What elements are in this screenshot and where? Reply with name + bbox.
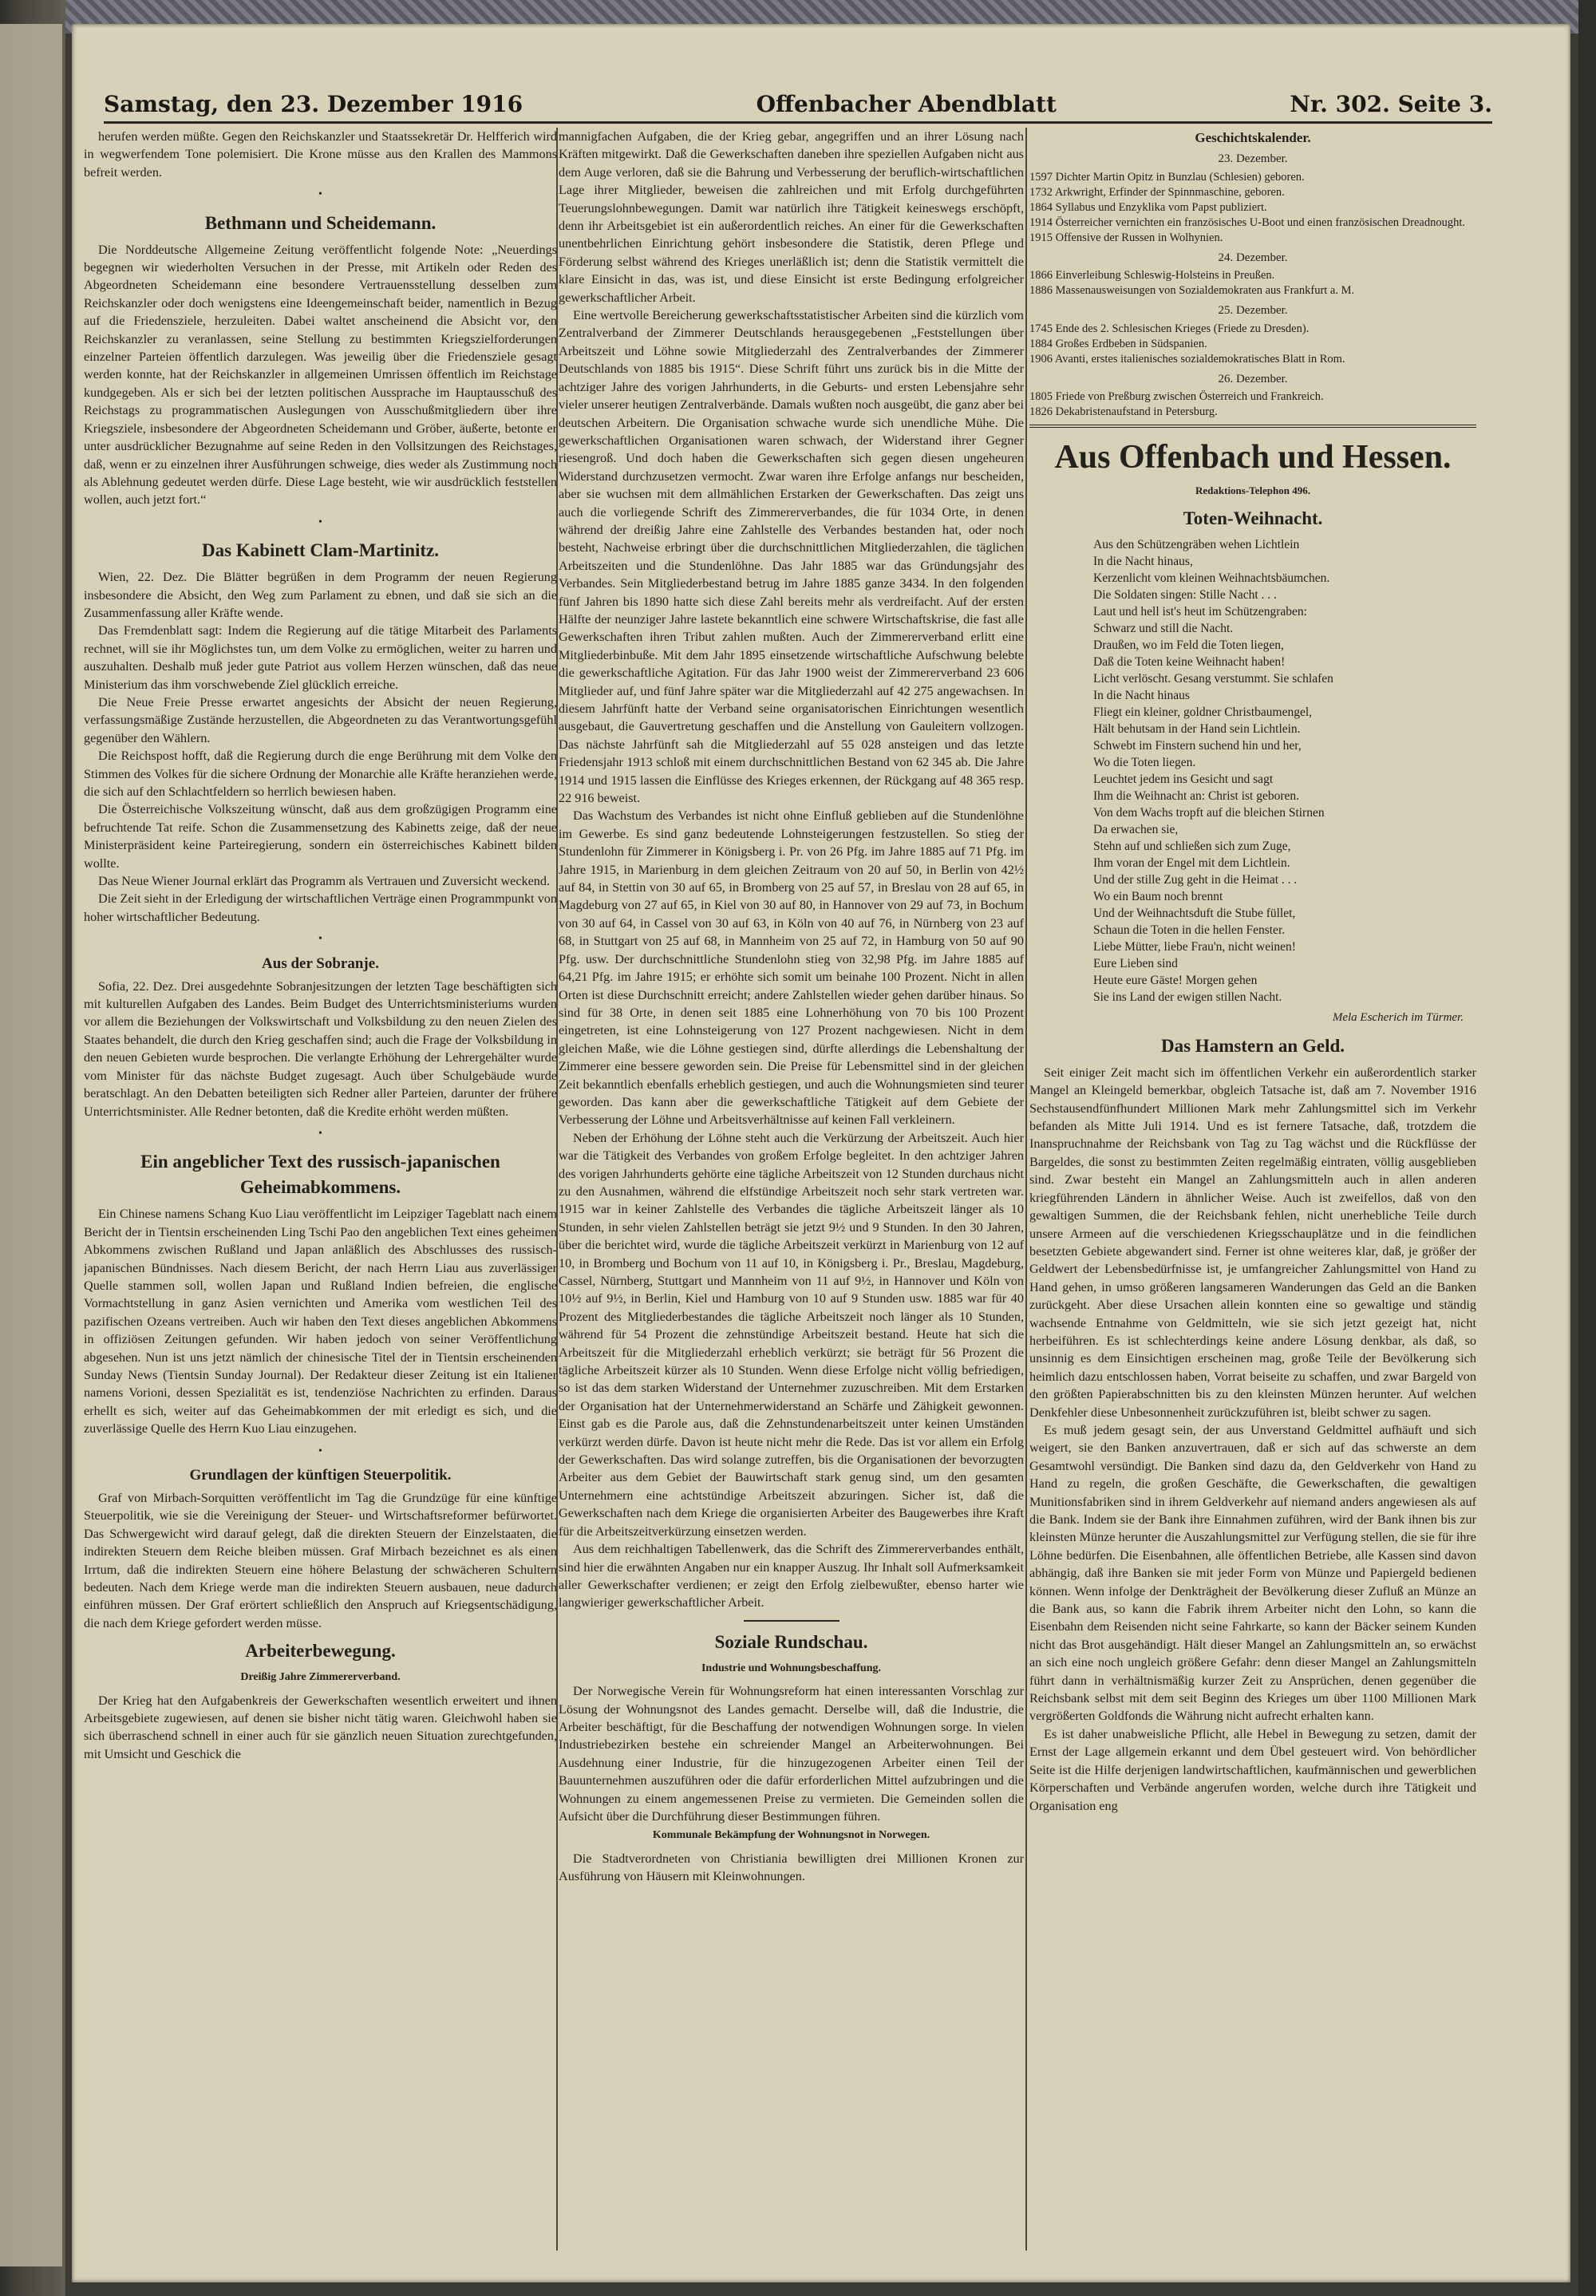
headline: Aus der Sobranje. xyxy=(262,954,379,972)
separator-dot: • xyxy=(318,933,322,946)
article-text: herufen werden müßte. Gegen den Reichskanzler und Staatssekretär Dr. Helfferich wird in wegwerfendem Tone polemisiert. Die Krone müsse aus den Krallen des Mammons befreit werden. xyxy=(84,129,557,180)
column-2 xyxy=(559,128,1024,2251)
poem-line: Eure Lieben sind xyxy=(1093,957,1178,971)
column-1 xyxy=(84,128,557,2251)
calendar-entry: 1826 Dekabristenaufstand in Petersburg. xyxy=(1029,405,1218,419)
poem-line: Laut und hell ist's heut im Schützengraben: xyxy=(1093,605,1307,619)
calendar-day xyxy=(1029,302,1476,366)
subheadline: Dreißig Jahre Zimmererverband. xyxy=(240,1671,401,1684)
headline: Bethmann und Scheidemann. xyxy=(204,212,437,233)
article-text: Die Zeit sieht in der Erledigung der wirtschaftlichen Verträge einen Programmpunkt von hoher wirtschaftlicher Bedeutung. xyxy=(84,891,557,924)
separator-dot: • xyxy=(318,188,322,201)
calendar-entry: 1914 Österreicher vernichten ein französisches U-Boot und einen französischen Dreadnought. xyxy=(1029,215,1465,229)
calendar-entry: 1745 Ende des 2. Schlesischen Krieges (Friede zu Dresden). xyxy=(1029,322,1310,335)
editorial-phone: Redaktions-Telephon 496. xyxy=(1195,484,1310,497)
poem-line: In die Nacht hinaus xyxy=(1093,689,1190,703)
headline: Das Kabinett Clam-Martinitz. xyxy=(201,540,440,561)
poem-line: Fliegt ein kleiner, goldner Christbaumengel, xyxy=(1093,705,1313,720)
article-text: Ein Chinese namens Schang Kuo Liau veröffentlicht im Leipziger Tageblatt nach einem Bericht der in Tientsin erscheinenden Ling Tschi Pao den angeblichen Text eines geheimen Abkommens zwischen Rußland und Japan anläßlich des Abschlusses des russisch-japanischen Bündnisses. Nach diesem Bericht, der nach Herrn Liau aus zuverlässiger Quelle stammen soll, wollen Japan und Rußland Indien befreien, die englische Vormachtstellung in ganz Asien vernichten und Amerika vom westlichen Teil des pazifischen Ozeans vertreiben. Auch wir haben den Text dieses angeblichen Abkommens in offiziösen Zeitungen gefunden. Wir haben jedoch von seiner Veröffentlichung abgesehen. Nun ist uns jetzt nämlich der chinesische Titel der in Tientsin erscheinenden Sunday News (Tientsin Sunday Journal). Der Redakteur dieser Zeitung ist ein Italiener namens Vorioni, dessen Spezialität es ist, tendenziöse Nachrichten zu erfinden. Daraus erhellt es sich, weiter auf das Geheimabkommen der mit erledigt es sich, und die zuverlässige Quelle des Herrn Kuo Liau einzugehen. xyxy=(84,1207,557,1436)
poem-line: Stehn auf und schließen sich zum Zuge, xyxy=(1093,840,1291,854)
calendar-date: 25. Dezember. xyxy=(1218,304,1288,318)
issue-date: Samstag, den 23. Dezember 1916 xyxy=(104,90,523,117)
poem-line: Daß die Toten keine Weihnacht haben! xyxy=(1093,655,1286,670)
calendar-entry: 1906 Avanti, erstes italienisches sozialdemokratisches Blatt in Rom. xyxy=(1029,352,1345,366)
separator-dot: • xyxy=(318,516,322,528)
section-title: Aus Offenbach und Hessen. xyxy=(1029,425,1476,480)
article-text: Das Wachstum des Verbandes ist nicht ohne Einfluß geblieben auf die Stundenlöhne im Gewerbe. Es sind ganz bedeutende Lohnsteigerungen festzustellen. So stieg der Stundenlohn für Zimmerer in Königsberg i. Pr. von 26 Pfg. im Jahre 1885 auf 71 Pfg. im Jahre 1915, in Marienburg in dem gleichen Zeitraum von 20 auf 50, in Berlin von 42½ auf 84, in Stettin von 30 auf 65, in Bromberg von 25 auf 57, in Breslau von 28 auf 65, in Magdeburg von 27 auf 65, in Kiel von 30 auf 80, in Hannover von 29 auf 73, in Bochum von 30 auf 64, in Cassel von 30 auf 63, in Köln von 40 auf 76, in Nürnberg von 23 auf 68, in Stuttgart von 25 auf 68, in Mannheim von 25 auf 72, in Hamburg von 50 auf 90 Pfg. usw. Der durchschnittliche Stundenlohn stieg von 32,98 Pfg. im Jahre 1885 auf 64,21 Pfg. im Jahre 1915; er erhöhte sich somit um beinahe 100 Prozent. Nicht in allen Orten ist diese Durchschnitt erreicht; andere Zahlstellen wieder gehen darüber hinaus. So sind für 38 Orte, in denen seit 1885 eine Lohnerhöhung von 70 bis 100 Prozent eingetreten, ist eine Lohnsteigerung von 127 Prozent nachgewiesen. Nicht in dem gleichen Maße, wie die Löhne gestiegen sind, dürfte allerdings die Lebenshaltung der Zimmerer eine bessere geworden sein. Die Preise für Lebensmittel sind in der gleichen Zeit bekanntlich ebenfalls erheblich gestiegen, und auch die Wohnungsmieten sind teurer geworden. Das kann aber die gewerkschaftliche Tätigkeit auf dem Gebiete der Verbesserung der Löhne und Arbeitsverhältnisse auf keinen Fall verkleinern. xyxy=(559,808,1024,1128)
calendar-date: 26. Dezember. xyxy=(1218,372,1288,385)
calendar-date: 23. Dezember. xyxy=(1218,152,1288,166)
previous-page-edge xyxy=(0,24,62,2266)
poem-line: Ihm voran der Engel mit dem Lichtlein. xyxy=(1093,856,1290,871)
calendar-entry: 1886 Massenausweisungen von Sozialdemokraten aus Frankfurt a. M. xyxy=(1029,284,1355,298)
poem-line: Draußen, wo im Feld die Toten liegen, xyxy=(1093,638,1284,653)
separator-dot: • xyxy=(318,1127,322,1140)
article-text: Sofia, 22. Dez. Drei ausgedehnte Sobranjesitzungen der letzten Tage beschäftigten sich mit kulturellen Aufgaben des Landes. Beim Budget des Unterrichtsministeriums wurden vor allem die Beziehungen der Volkswirtschaft und Volksbildung zu den neuen Zielen des Staates behandelt, die durch den Krieg geschaffen sind; auch die Frage der Volksbildung in den neuen Gebieten wurde besprochen. Die verlangte Erhöhung der Lehrergehälter wurde vom Minister für das nächste Budget zugesagt. Auch über Schulgebäude wurde beratschlagt. An den Debatten beteiligten sich Redner aller Parteien, darunter der frühere Unterrichtsminister. Alle Redner betonten, daß die Kredite erhöht werden müßten. xyxy=(84,978,557,1119)
poem-line: Sie ins Land der ewigen stillen Nacht. xyxy=(1093,990,1282,1005)
article-text: Wien, 22. Dez. Die Blätter begrüßen in dem Programm der neuen Regierung insbesondere die Absicht, den Weg zum Parlament zu ebnen, und daß sie sich an die Zusammenfassung aller Kräfte wende. xyxy=(84,570,557,620)
article-text: Das Fremdenblatt sagt: Indem die Regierung auf die tätige Mitarbeit des Parlaments rechnet, will sie ihr Möglichstes tun, um dem Volke zu ermöglichen, weiter zu harren und auszuhalten. Deshalb muß jeder gute Patriot aus vollem Herzen wünschen, daß das neue Ministerium das ihm vorschwebende Ziel glücklich erreiche. xyxy=(84,623,557,692)
poem-author: Mela Escherich im Türmer. xyxy=(1332,1011,1464,1025)
article-text: Neben der Erhöhung der Löhne steht auch die Verkürzung der Arbeitszeit. Auch hier war die Tätigkeit des Verbandes von großem Erfolge begleitet. In den achtziger Jahren des vorigen Jahrhunderts gehörte eine tägliche Arbeitszeit von 12 Stunden durchaus nicht zu den Ausnahmen, während die elfstündige Arbeitszeit noch sehr stark vertreten war. 1915 war in keiner Zahlstelle des Verbandes die tägliche Arbeitszeit länger als 10 Stunden, in sehr vielen Zahlstellen beträgt sie jetzt 9½ und 9 Stunden. In den 30 Jahren, über die berichtet wird, wurde die tägliche Arbeitszeit verkürzt in Marienburg von 12 auf 10, in Bromberg und Bochum von 11 auf 10, in Königsberg i. Pr., Breslau, Magdeburg, Cassel, Nürnberg, Stuttgart und Mannheim von 11 auf 9½, in Hannover und Köln von 10½ auf 9½, in Berlin, Kiel und Hamburg von 10 auf 9 Stunden usw. 1885 war für 40 Prozent des Mitgliederbestandes die tägliche Arbeitszeit noch länger als 10 Stunden, während für 54 Prozent die zehnstündige Arbeitszeit bestand. Heute hat sich die Arbeitszeit für die Mitgliederzahl erheblich verkürzt; sie beträgt für 56 Prozent die tägliche Arbeitszeit kürzer als 10 Stunden. Wenn diese Erfolge nicht völlig befriedigen, so ist das dem starken Widerstand der Unternehmer zuzuschreiben. Mit dem Erstarken der Organisation hat der Unternehmerwiderstand an Schärfe und Zähigkeit gewonnen. Einst gab es die Parole aus, daß die Zehnstundenarbeitszeit unter keinen Umständen verkürzt werden dürfe. Davon ist heute nicht mehr die Rede. Das ist vor allem ein Erfolg der Gewerkschaften. Das wird solange zutreffen, bis die Organisationen der bevorzugten Arbeiter aus dem Gebiet der Bauwirtschaft stark genug sind, um den gesamten Unternehmern eine achtstündige Arbeitszeit abzuringen. Sicher ist, daß die Gewerkschaften nach dem Kriege die organisierten Arbeiter des Baugewerbes ihre Kraft für die Arbeitszeitverkürzung einsetzen werden. xyxy=(559,1130,1024,1539)
masthead xyxy=(104,86,1492,124)
poem-line: Schwebt im Finstern suchend hin und her, xyxy=(1093,739,1302,753)
article-text: Graf von Mirbach-Sorquitten veröffentlicht im Tag die Grundzüge für eine künftige Steuerpolitik, wie sie die Vereinigung der Steuer- und Wirtschaftsreformer befürwortet. Das Schwergewicht wird darauf gelegt, daß die direkten Steuern der Einzelstaaten, die indirekten Steuern dem Reiche bleiben müssen. Graf Mirbach bezeichnet es als einen Irrtum, daß die indirekten Steuern eine höhere Belastung der schwächeren Schultern bedeuten. Nach dem Kriege werde man die indirekten Steuern ausbauen, neue dadurch einführen müssen. Der Graf erörtert schließlich den Anspruch auf Kriegsentschädigung, die nach dem Kriege gefordert werden müsse. xyxy=(84,1491,557,1630)
article-text: Die Neue Freie Presse erwartet angesichts der Absicht der neuen Regierung, verfassungsmäßige Zustände herzustellen, die Abgeordneten zu das Verantwortungsgefühl gegenüber den Wählern. xyxy=(84,694,557,745)
calendar-entry: 1915 Offensive der Russen in Wolhynien. xyxy=(1029,231,1223,244)
article-text: Aus dem reichhaltigen Tabellenwerk, das die Schrift des Zimmererverbandes enthält, sind hier die erwähnten Angaben nur ein knapper Auszug. Ihr Inhalt soll Aufmerksamkeit aller Gewerkschafter verdienen; er zeigt den Erfolg zielbewußter, ebenso harter wie langwieriger gewerkschaftlicher Arbeit. xyxy=(559,1542,1024,1610)
headline: Ein angeblicher Text des russisch-japanischen Geheimabkommens. xyxy=(140,1152,500,1198)
article-text: Die Stadtverordneten von Christiania bewilligten drei Millionen Kronen zur Ausführung von Häusern mit Kleinwohnungen. xyxy=(559,1851,1024,1884)
poem-line: Wo die Toten liegen. xyxy=(1093,756,1196,770)
separator-line xyxy=(744,1620,839,1622)
calendar-entry: 1866 Einverleibung Schleswig-Holsteins in Preußen. xyxy=(1029,269,1275,283)
headline: Arbeiterbewegung. xyxy=(245,1641,396,1662)
calendar-title: Geschichtskalender. xyxy=(1195,130,1311,145)
poem-line: Liebe Mütter, liebe Frau'n, nicht weinen! xyxy=(1093,940,1296,954)
issue-number: Nr. 302. Seite 3. xyxy=(1290,90,1492,117)
poem-line: In die Nacht hinaus, xyxy=(1093,555,1193,569)
calendar-day xyxy=(1029,150,1476,245)
poem-line: Da erwachen sie, xyxy=(1093,823,1179,837)
column-3 xyxy=(1029,128,1476,2251)
article-text: Seit einiger Zeit macht sich im öffentlichen Verkehr ein außerordentlich starker Mangel an Kleingeld bemerkbar, obgleich Tatsache ist, daß am 7. November 1916 Sechstausendfünfhundert Millionen Mark mehr Zahlungsmittel sich im Verkehr befanden als Mitte Juli 1914. Und es ist fernere Tatsache, daß, trotzdem die Inanspruchnahme der Reichsbank von Tag zu Tag wächst und die Rückflüsse der Bargeldes, die sonst zu bestimmten Zeiten regelmäßig eintraten, völlig ausgeblieben sind. Zwar besteht ein Mangel an Zahlungsmitteln auch in allen anderen kriegführenden Ländern in ähnlicher Weise. Auch ist zweifellos, daß von den gewaltigen Summen, die der Reichsbank fehlen, nicht unerhebliche Teile durch unsere Armeen auf die verschiedenen Kriegsschauplätze und in die feindlichen besetzten Gebiete abgewandert sind. Ferner ist ohne weiteres klar, daß, je größer der Geldwert der Lebensbedürfnisse ist, je umfangreicher Zahlungsmittel von Hand zu Hand gehen, in umso größeren langsameren Wanderungen das Geld an die Banken zurückgeht. Aber diese Ursachen allein konnten eine so gewaltige und ständig wachsende Entnahme von Geldmitteln, wie sie sich jetzt gezeigt hat, nicht herbeiführen. Es ist schlechterdings keine andere Lösung denkbar, als daß, so unsinnig es dem Einsichtigen erscheinen mag, große Teile der Bevölkerung sich heimlich dazu entschlossen haben, Vorrat beiseite zu schaffen, und zwar Bargeld von den größten Papierabschnitten bis zu den kleinsten Münzen herunter. Auf welchen Denkfehler diese Unbesonnenheit zurückzuführen ist, bleibt schwer zu sagen. xyxy=(1029,1065,1476,1420)
calendar-entry: 1884 Großes Erdbeben in Südspanien. xyxy=(1029,337,1207,350)
article-text: Die Norddeutsche Allgemeine Zeitung veröffentlicht folgende Note: „Neuerdings begegnen wir wiederholten Versuchen in der Presse, mit Artikeln oder Reden des Abgeordneten Scheidemann eine besondere Vertrauensstellung desselben zum Reichskanzler oder doch wenigstens eine Ideengemeinschaft beider, namentlich in Bezug auf die Friedensziele, herzuleiten. Dabei waltet anscheinend die Absicht vor, den Reichskanzler zu veranlassen, seine Stellung zu bestimmten Kriegszielforderungen einzelner Parteien öffentlich darzulegen. Was jeweilig über die Friedensziele gesagt werden konnte, hat der Reichskanzler in allgemeinen Umrissen öffentlich im Reichstage kundgegeben. Als er sich bei der letzten politischen Aussprache im Hauptausschuß des Reichstags zu programmatischen Auslegungen von Ausschußmitgliedern über ihre Kriegsziele, insbesondere der Abgeordneten Scheidemann und Gröber, äußerte, betonte er unter ausdrücklicher Bezugnahme auf seine Reden in den Vollsitzungen des Reichstages, daß, wenn er zu einzelnen ihrer Ausführungen schweige, dies weder als Zustimmung noch als Ablehnung gedeutet werden dürfe. Diese Lage besteht, wie wir ausdrücklich feststellen wollen, auch jetzt fort.“ xyxy=(84,242,557,508)
poem-line: Schaun die Toten in die hellen Fenster. xyxy=(1093,923,1286,938)
article-text: mannigfachen Aufgaben, die der Krieg gebar, angegriffen und an ihrer Lösung nach Kräften mitgewirkt. Daß die Gewerkschaften daneben ihre speziellen Aufgaben nicht aus dem Auge verloren, daß sie die Bahrung und Verbesserung der beruflich-wirtschaftlichen Lage ihrer Mitglieder, beweisen die zahlreichen und mit Erfolg durchgeführten Teuerungslohnbewegungen. Damit war natürlich ihre Tätigkeit keineswegs erschöpft, denn ihr Arbeitsgebiet ist ein außerordentlich reiches. An einer für die Gewerkschaften unentbehrlichen Einrichtung gehört insbesondere die Statistik, deren Pflege und Förderung selbst während des Krieges unerläßlich ist; denn die Statistik vermittelt die klare Einsicht in das, was ist, und diese Einsicht ist erste Bedingung erfolgreicher gewerkschaftlicher Arbeit. xyxy=(559,129,1024,305)
poem-line: Und der stille Zug geht in die Heimat . . . xyxy=(1093,873,1298,887)
poem xyxy=(1029,536,1476,1006)
separator-dot: • xyxy=(318,1444,322,1457)
article-text: Die Österreichische Volkszeitung wünscht, daß aus dem großzügigen Programm eine befruchtende Tat reife. Schon die Zusammensetzung des Kabinetts zeige, daß der neue Ministerpräsident keine Parteiregierung, sondern ein österreichisches Kabinett bilden wollte. xyxy=(84,802,557,871)
headline: Grundlagen der künftigen Steuerpolitik. xyxy=(189,1467,452,1484)
poem-line: Schwarz und still die Nacht. xyxy=(1093,622,1234,636)
poem-line: Kerzenlicht vom kleinen Weihnachtsbäumchen. xyxy=(1093,571,1330,586)
article-text: Das Neue Wiener Journal erklärt das Programm als Vertrauen und Zuversicht weckend. xyxy=(98,874,551,889)
calendar-date: 24. Dezember. xyxy=(1218,251,1288,264)
poem-line: Licht verlöscht. Gesang verstummt. Sie schlafen xyxy=(1093,672,1333,686)
paper-title: Offenbacher Abendblatt xyxy=(756,90,1057,117)
poem-line: Aus den Schützengräben wehen Lichtlein xyxy=(1093,538,1300,552)
headline: Das Hamstern an Geld. xyxy=(1161,1035,1345,1056)
article-text: Es muß jedem gesagt sein, der aus Unverstand Geldmittel aufhäuft und sich weigert, sie den Banken anzuvertrauen, daß er sich auf das schwerste an dem Gesamtwohl versündigt. Die Banken sind dazu da, den Geldverkehr von Hand zu Hand zu regeln, die großen Geschäfte, die Gewerkschaften, die gewaltigen Munitionsfabriken sind in ihrem Geldverkehr auf niemand anders angewiesen als auf die Bank. Indem sie der Bank ihre Einnahmen zuführen, wird der Bank ihnen bis zur kleinsten Münze herunter die Auszahlungsmittel zur Verfügung stellen, die sie für ihre Löhne bedürfen. Die Eisenbahnen, alle öffentlichen Betriebe, alle Kassen sind davon abhängig, daß ihre Banken sie mit jeder Form von Münze und Papiergeld bedienen können. Wenn infolge der Denkträgheit der Bevölkerung dieser Zufluß an Münze an die Bank aus, so kann die Fabrik ihrem Arbeiter nicht den Lohn, so kann die Eisenbahn dem Reisenden nicht seine Fahrkarte, so kann der Bäcker seinem Kunden nicht das Brot ausgehändigt. Hält dieser Mangel an Zahlungsmitteln an, so erwächst an sich eine noch ungleich größere Gefahr: denn dieser Mangel an Zahlungsmitteln führt dann in verhältnismäßig kurzer Zeit zu Ansprüchen, denen gegenüber die Reichsbank selbst mit dem seit Beginn des Krieges um über 1100 Millionen Mark vergrößerten Goldfonds die Währung nicht aufrecht erhalten kann. xyxy=(1029,1422,1476,1724)
article-text: Der Krieg hat den Aufgabenkreis der Gewerkschaften wesentlich erweitert und ihnen Arbeitsgebiete zugewiesen, auf denen sie bisher nicht tätig waren. Gleichwohl haben sie sich überraschend schnell in einer auch für sie gänzlich neuen Situation zurechtgefunden, mit Umsicht und Geschick die xyxy=(84,1693,557,1761)
headline: Soziale Rundschau. xyxy=(714,1631,868,1652)
column-rule xyxy=(1025,128,1027,2251)
article-text: Es ist daher unabweisliche Pflicht, alle Hebel in Bewegung zu setzen, damit der Ernst der Lage allgemein erkannt und dem Übel gesteuert wird. Von behördlicher Seite ist die Hilfe derjenigen landwirtschaftlichen, kaufmännischen und gewerblichen Körperschaften und Verbände angerufen worden, welche durch ihre Tätigkeit und Organisation eng xyxy=(1029,1726,1476,1813)
calendar-entry: 1732 Arkwright, Erfinder der Spinnmaschine, geboren. xyxy=(1029,185,1285,199)
article-text: Eine wertvolle Bereicherung gewerkschaftsstatistischer Arbeiten sind die kürzlich vom Zentralverband der Zimmerer Deutschlands herausgegebenen „Feststellungen über Arbeitszeit und Löhne sowie Mitgliederzahl des Zentralverbandes der Zimmerer Deutschlands von 1885 bis 1915“. Diese Schrift führt uns zurück bis in die Mitte der achtziger Jahre des vorigen Jahrhunderts, in die Geburts- und ersten Lebensjahre sehr vieler unserer heutigen Zentralverbände. Damals wußten noch ausgeübt, die ganz aber bei deutschen Arbeitern. Die Organisation schwache wurde sich unendliche Mühe. Die gewerkschaftlichen Organisationen waren schwach, der Widerstand ihrer Gegner riesengroß. Und doch haben die Gewerkschaften sich gegen diesen ungeheuren Widerstand durchzusetzen vermocht. Zwar waren ihre Erfolge anfangs nur bescheiden, aber sie wuchsen mit dem allmählichen Erstarken der Gewerkschaften. Das zeigt uns auch die vorliegende Schrift des Zimmererverbandes, die für 1034 Orte, in denen während der dreißig Jahre eine Zahlstelle des Verbandes bestanden hat, oder noch besteht, Nachweise erbringt über die durchschnittlichen Mitgliederzahlen, die täglichen Arbeitszeiten und die Stundenlöhne. Das Jahr 1885 war das Gründungsjahr des Verbandes. Sein Mitgliederbestand betrug im Jahre 1885 ganze 3434. In den folgenden fünf Jahren bis 1890 hatte sich diese Zahl bereits mehr als verdreifacht. Auf der ersten Hälfte der neunziger Jahre lastete bekanntlich eine schwere Wirtschaftskrise, die fast alle Gewerkschaften ihren Tribut zahlen mußten. Auch der Zimmererverband erlitt eine Mitgliederbinbuße. Mit dem Jahr 1895 einsetzende wirtschaftliche Aufschwung belebte die gewerkschaftliche Agitation. Für das Jahr 1900 weist der Zimmererverband 23 606 Mitglieder auf, und fünf Jahre später war die Mitgliederzahl auf 42 275 angewachsen. In diesem Jahrfünft hatte der Verband seine organisatorischen Einrichtungen wesentlich ausgebaut, die Gauvertretung geschaffen und die Anstellung von Gauleitern vollzogen. Das nächste Jahrfünft sah die Mitgliederzahl auf 55 028 ansteigen und das letzte Friedensjahr 1913 schloß mit einem durchschnittlichen Bestand von 62 345 ab. Die Jahre 1914 und 1915 lassen die Einflüsse des Krieges erkennen, der Rückgang auf 48 365 resp. 22 916 beweist. xyxy=(559,308,1024,806)
calendar-entry: 1805 Friede von Preßburg zwischen Österreich und Frankreich. xyxy=(1029,390,1324,404)
calendar-entry: 1864 Syllabus und Enzyklika vom Papst publiziert. xyxy=(1029,200,1267,214)
subheadline: Industrie und Wohnungsbeschaffung. xyxy=(701,1662,881,1674)
poem-line: Die Soldaten singen: Stille Nacht . . . xyxy=(1093,588,1277,603)
poem-line: Von dem Wachs tropft auf die bleichen Stirnen xyxy=(1093,806,1325,820)
poem-title: Toten-Weihnacht. xyxy=(1183,508,1323,529)
poem-line: Und der Weihnachtsduft die Stube füllet, xyxy=(1093,907,1296,921)
article-text: Die Reichspost hofft, daß die Regierung durch die enge Berührung mit dem Volke den Stimmen des Volkes für die sichere Ordnung der Monarchie alle Kräfte heranziehen werde, die sich auf den Schlachtfeldern so herrlich bewiesen haben. xyxy=(84,749,557,799)
poem-line: Heute eure Gäste! Morgen gehen xyxy=(1093,974,1258,988)
article-text: Der Norwegische Verein für Wohnungsreform hat einen interessanten Vorschlag zur Lösung der Wohnungsnot des Landes gemacht. Derselbe will, daß die Industrie, die Arbeiter beschäftigt, für die Beschaffung der notwendigen Wohnungen sorge. In vielen Industriebezirken bestehe ein schreiender Mangel an Arbeiterwohnungen. Bei Ausdehnung einer Industrie, für die hinzugezogenen Arbeiter einen Teil der Bauunternehmen auszuführen oder die dafür erforderlichen Mittel aufzubringen und die Wohnungen zu einem angemessenen Preise zu vermieten. Die Gemeinden sollen die Aufsicht über die Durchführung dieser Bestimmungen führen. xyxy=(559,1684,1024,1824)
subheadline: Kommunale Bekämpfung der Wohnungsnot in Norwegen. xyxy=(652,1829,930,1842)
calendar-entry: 1597 Dichter Martin Opitz in Bunzlau (Schlesien) geboren. xyxy=(1029,170,1305,184)
calendar-day xyxy=(1029,249,1476,298)
right-edge xyxy=(1578,0,1596,2296)
poem-line: Ihm die Weihnacht an: Christ ist geboren. xyxy=(1093,789,1300,804)
poem-line: Hält behutsam in der Hand sein Lichtlein. xyxy=(1093,722,1301,737)
calendar-day xyxy=(1029,370,1476,420)
poem-line: Wo ein Baum noch brennt xyxy=(1093,890,1223,904)
poem-line: Leuchtet jedem ins Gesicht und sagt xyxy=(1093,773,1274,787)
